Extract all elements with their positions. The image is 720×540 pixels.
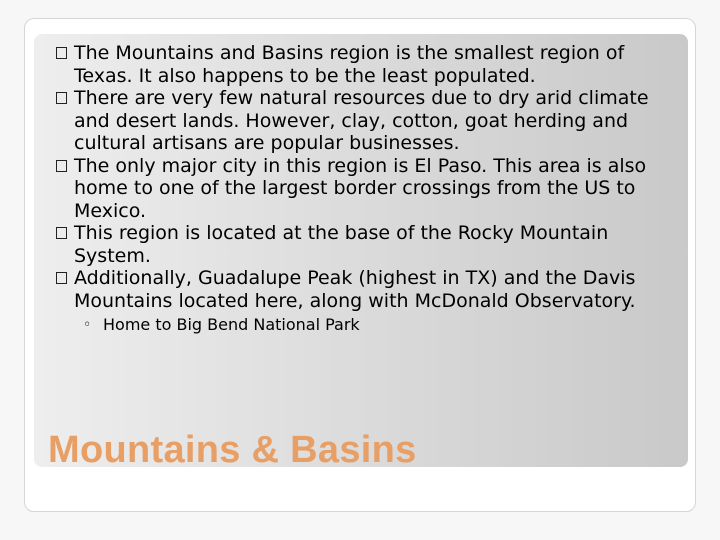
sub-bullet-circle-icon: ◦	[83, 317, 92, 333]
bullet-item	[56, 155, 686, 223]
bullet-text: Additionally, Guadalupe Peak (highest in TX) and the Davis Mountains located here, along with McDonald Observatory.	[74, 267, 636, 312]
bullet-text: There are very few natural resources due to dry arid climate and desert lands. However, clay, cotton, goat herding and cultural artisans are popular businesses.	[74, 87, 649, 154]
bullet-text: The only major city in this region is El Paso. This area is also home to one of the largest border crossings from the US to Mexico.	[74, 154, 647, 222]
bullet-text: The Mountains and Basins region is the smallest region of Texas. It also happens to be the least populated.	[74, 42, 625, 87]
bullet-list	[56, 42, 686, 336]
bullet-square-icon	[56, 227, 67, 239]
sub-bullet-item	[56, 314, 686, 336]
bullet-item	[56, 267, 686, 312]
bullet-square-icon	[56, 92, 67, 104]
bullet-square-icon	[56, 272, 67, 284]
bullet-item	[56, 42, 686, 87]
bullet-item	[56, 87, 686, 155]
bullet-square-icon	[56, 160, 67, 172]
bullet-square-icon	[56, 47, 67, 59]
sub-bullet-text: Home to Big Bend National Park	[103, 315, 360, 334]
bullet-text: This region is located at the base of the Rocky Mountain System.	[74, 222, 609, 267]
slide-title: Mountains & Basins	[48, 429, 417, 471]
bullet-item	[56, 222, 686, 267]
